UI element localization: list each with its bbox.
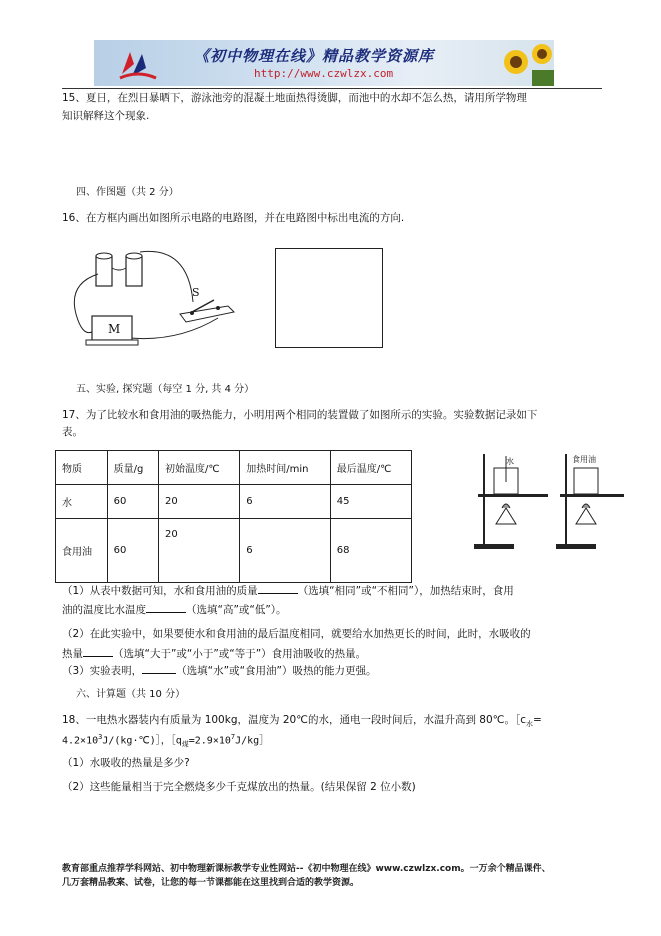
section5-title: 五、实验, 探究题（每空 1 分, 共 4 分） — [76, 384, 255, 395]
q17-line1: 17、为了比较水和食用油的吸热能力，小明用两个相同的装置做了如图所示的实验。实验数据记录如下 — [62, 409, 538, 421]
section4-title: 四、作图题（共 2 分） — [76, 187, 179, 198]
q18-sup: 3 — [98, 733, 103, 741]
q17-p3 — [62, 662, 376, 678]
q17-p2-text: 热量 — [62, 648, 83, 660]
answer-blank[interactable] — [146, 601, 186, 613]
q18-p1: （1）水吸收的热量是多少? — [62, 757, 190, 769]
switch-label: S — [192, 286, 200, 299]
q17-p1-text: （选填“相同”或“不相同”），加热结束时，食用 — [297, 585, 514, 597]
heating-apparatus-figure — [466, 450, 626, 552]
q17-p1-text: （选填“高”或“低”）。 — [186, 604, 287, 616]
q17-p3-text: （选填“水”或“食用油”）吸热的能力更强。 — [176, 665, 377, 677]
switch-icon — [180, 306, 234, 322]
q18-line2 — [62, 730, 269, 751]
table-row — [56, 485, 412, 519]
q17-p1-text: 油的温度比水温度 — [62, 604, 146, 616]
beaker-left-label: 水 — [506, 457, 514, 466]
q18-text: J/kg］ — [235, 735, 270, 747]
table-row — [56, 519, 412, 583]
q17-p1-text: （1）从表中数据可知，水和食用油的质量 — [62, 585, 258, 597]
burner-right-icon — [576, 508, 596, 524]
q16-text: 16、在方框内画出如图所示电路的电路图，并在电路图中标出电流的方向. — [62, 212, 405, 224]
q18-line1 — [62, 713, 542, 731]
beaker-right-icon — [574, 468, 598, 494]
table-cell: 6 — [240, 485, 330, 519]
data-table — [55, 450, 412, 583]
table-cell: 60 — [107, 519, 158, 583]
table-cell: 6 — [240, 519, 330, 583]
table-header-row — [56, 451, 412, 485]
q18-text: 18、一电热水器装内有质量为 100kg，温度为 20℃的水，通电一段时间后，水温升高到 80℃。［c — [62, 714, 526, 726]
banner-title: 《初中物理在线》精品教学资源库 — [194, 47, 435, 65]
table-header-cell: 初始温度/℃ — [159, 451, 240, 485]
table-header-cell: 加热时间/min — [240, 451, 330, 485]
q17-p1-line2 — [62, 601, 287, 617]
site-logo-icon — [116, 46, 160, 82]
header-divider — [62, 88, 602, 89]
banner-url: http://www.czwlzx.com — [254, 67, 394, 80]
table-header-cell: 物质 — [56, 451, 108, 485]
q18-sub: 煤 — [181, 740, 189, 749]
footer-line2: 几万套精品教案、试卷，让您的每一节课都能在这里找到合适的教学资源。 — [62, 878, 360, 888]
table-cell: 45 — [330, 485, 411, 519]
q18-sup: 7 — [230, 733, 236, 741]
battery-2-icon — [126, 256, 142, 286]
q18-text: J/(kg·℃)］，［q — [102, 735, 182, 747]
table-cell: 20 — [159, 519, 240, 583]
q17-line2: 表。 — [62, 426, 83, 438]
q18-text: = — [533, 714, 542, 726]
table-cell: 水 — [56, 485, 108, 519]
answer-blank[interactable] — [258, 582, 298, 594]
table-cell: 60 — [107, 485, 158, 519]
table-header-cell: 质量/g — [107, 451, 158, 485]
q17-p1-line1 — [62, 582, 514, 598]
q17-p2-line2 — [62, 645, 366, 661]
answer-blank[interactable] — [83, 645, 113, 657]
table-cell: 68 — [330, 519, 411, 583]
footer-line1: 教育部重点推荐学科网站、初中物理新课标教学专业性网站--《初中物理在线》www.czwlzx.com。一万余个精品课件、 — [62, 864, 551, 874]
q18-sub: 水 — [526, 720, 533, 729]
table-cell: 20 — [159, 485, 240, 519]
motor-label: M — [108, 322, 121, 336]
header-banner — [94, 40, 554, 86]
q18-text: =2.9×10 — [188, 735, 231, 747]
answer-box — [275, 248, 383, 348]
q18-p2: （2）这些能量相当于完全燃烧多少千克煤放出的热量。(结果保留 2 位小数) — [62, 781, 416, 793]
q15-line1: 15、夏日，在烈日暴晒下，游泳池旁的混凝土地面热得烫脚，而池中的水却不怎么热，请用所学物理 — [62, 92, 527, 104]
battery-1-icon — [96, 256, 112, 286]
answer-blank[interactable] — [142, 662, 176, 674]
q18-text: 4.2×10 — [62, 735, 99, 747]
burner-left-icon — [496, 508, 516, 524]
q17-p2-text: （选填“大于”或“小于”或“等于”）食用油吸收的热量。 — [113, 648, 367, 660]
q17-p3-text: （3）实验表明， — [62, 665, 143, 677]
q17-p2-line1: （2）在此实验中，如果要使水和食用油的最后温度相同，就要给水加热更长的时间，此时，水吸收的 — [62, 628, 531, 640]
sunflower-icon — [494, 40, 554, 86]
beaker-right-label: 食用油 — [572, 455, 596, 464]
section6-title: 六、计算题（共 10 分） — [76, 689, 186, 700]
table-header-cell: 最后温度/℃ — [330, 451, 411, 485]
circuit-figure — [68, 244, 238, 356]
table-cell: 食用油 — [56, 519, 108, 583]
q15-line2: 知识解释这个现象. — [62, 110, 150, 122]
